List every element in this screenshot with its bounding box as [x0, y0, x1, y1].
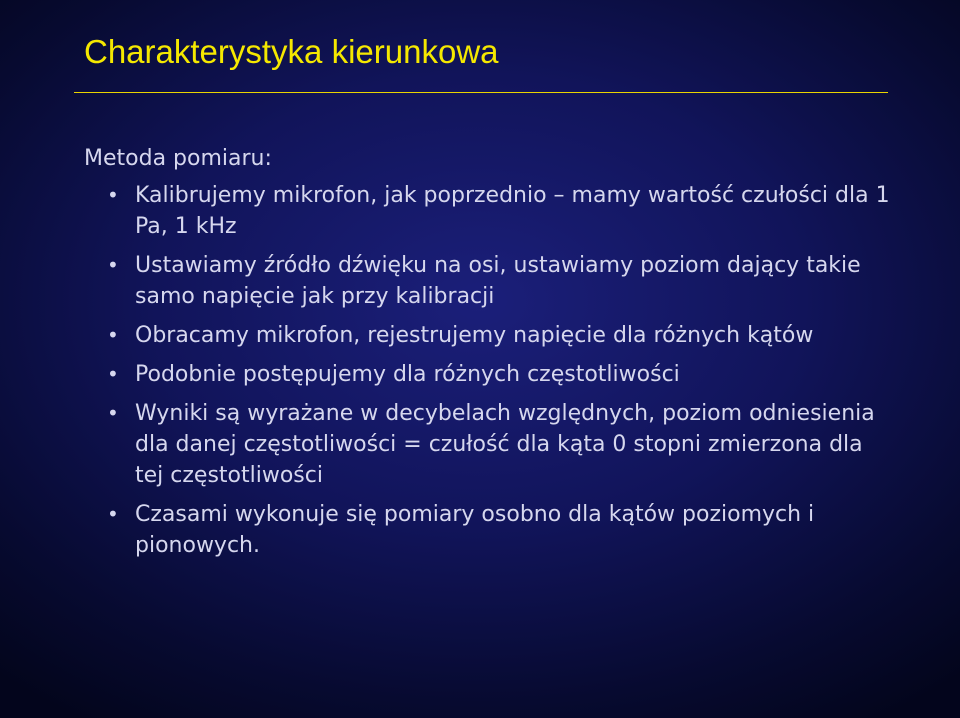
bullet-item — [0, 250, 895, 312]
bullet-text: Czasami wykonuje się pomiary osobno dla kątów poziomych i pionowych. — [135, 502, 815, 558]
bullet-list — [0, 180, 960, 569]
bullet-item — [0, 320, 895, 351]
bullet-icon: • — [107, 253, 119, 277]
bullet-text: Wyniki są wyrażane w decybelach względnych, poziom odniesienia dla danej częstotliwości = czułość dla kąta 0 stopni zmierzona dla tej częstotliwości — [135, 401, 875, 488]
bullet-item — [0, 180, 895, 242]
bullet-icon: • — [107, 502, 119, 526]
bullet-text: Kalibrujemy mikrofon, jak poprzednio – mamy wartość czułości dla 1 Pa, 1 kHz — [135, 183, 890, 239]
slide-title: Charakterystyka kierunkowa — [84, 33, 499, 70]
bullet-icon: • — [107, 323, 119, 347]
intro-text: Metoda pomiaru: — [84, 146, 272, 171]
bullet-item — [0, 359, 895, 390]
bullet-text: Podobnie postępujemy dla różnych częstotliwości — [135, 362, 680, 387]
bullet-item — [0, 499, 895, 561]
bullet-icon: • — [107, 401, 119, 425]
title-underline — [74, 92, 888, 93]
bullet-text: Ustawiamy źródło dźwięku na osi, ustawiamy poziom dający takie samo napięcie jak przy kalibracji — [135, 253, 861, 309]
bullet-item — [0, 398, 895, 491]
bullet-icon: • — [107, 362, 119, 386]
bullet-text: Obracamy mikrofon, rejestrujemy napięcie dla różnych kątów — [135, 323, 814, 348]
bullet-icon: • — [107, 183, 119, 207]
